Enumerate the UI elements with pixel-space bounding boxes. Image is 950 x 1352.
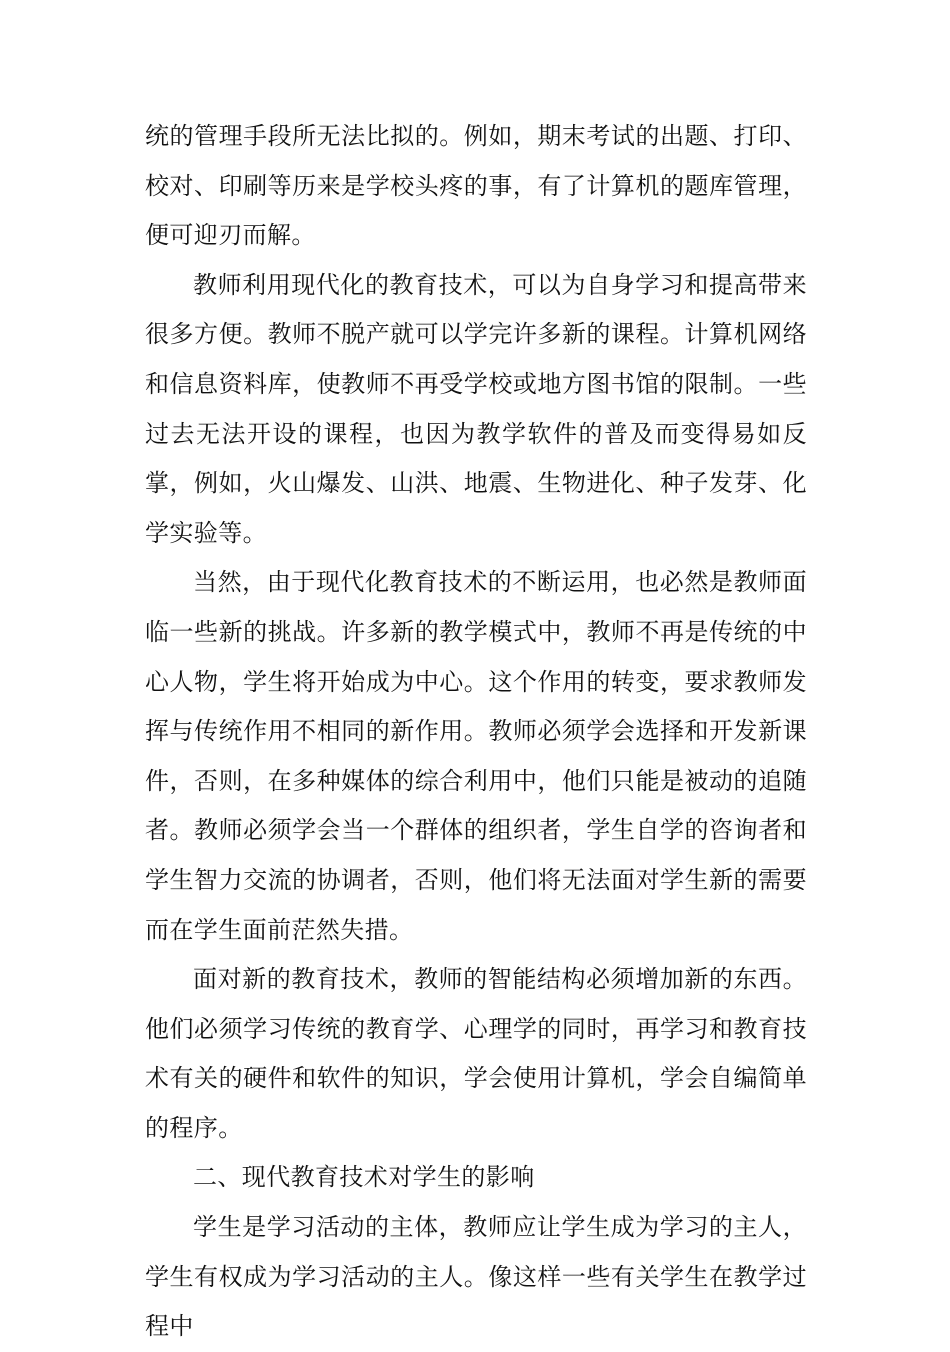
section-heading-student-impact: 二、现代教育技术对学生的影响: [193, 1163, 535, 1192]
paragraph-teacher-challenges: 当然，由于现代化教育技术的不断运用，也必然是教师面临一些新的挑战。许多新的教学模式中，教师不再是传统的中心人物，学生将开始成为中心。这个作用的转变，要求教师发挥与传统作用不相同的新作用。教师必须学会选择和开发新课件，否则，在多种媒体的综合利用中，他们只能是被动的追随者。教师必须学会当一个群体的组织者，学生自学的咨询者和学生智力交流的协调者，否则，他们将无法面对学生新的需要而在学生面前茫然失措。: [145, 568, 807, 944]
paragraph-teacher-learning: 教师利用现代化的教育技术，可以为自身学习和提高带来很多方便。教师不脱产就可以学完许多新的课程。计算机网络和信息资料库，使教师不再受学校或地方图书馆的限制。一些过去无法开设的课程，也因为教学软件的普及而变得易如反掌，例如，火山爆发、山洪、地震、生物进化、种子发芽、化学实验等。: [145, 270, 807, 547]
paragraph-continuation: 统的管理手段所无法比拟的。例如，期末考试的出题、打印、校对、印刷等历来是学校头疼的事，有了计算机的题库管理，便可迎刃而解。: [145, 122, 807, 250]
paragraph-student-subject: 学生是学习活动的主体，教师应让学生成为学习的主人，学生有权成为学习活动的主人。像这样一些有关学生在教学过程中: [145, 1213, 807, 1341]
paragraph-teacher-skills: 面对新的教育技术，教师的智能结构必须增加新的东西。他们必须学习传统的教育学、心理学的同时，再学习和教育技术有关的硬件和软件的知识，学会使用计算机，学会自编简单的程序。: [145, 965, 807, 1142]
document-body: [145, 112, 807, 1352]
